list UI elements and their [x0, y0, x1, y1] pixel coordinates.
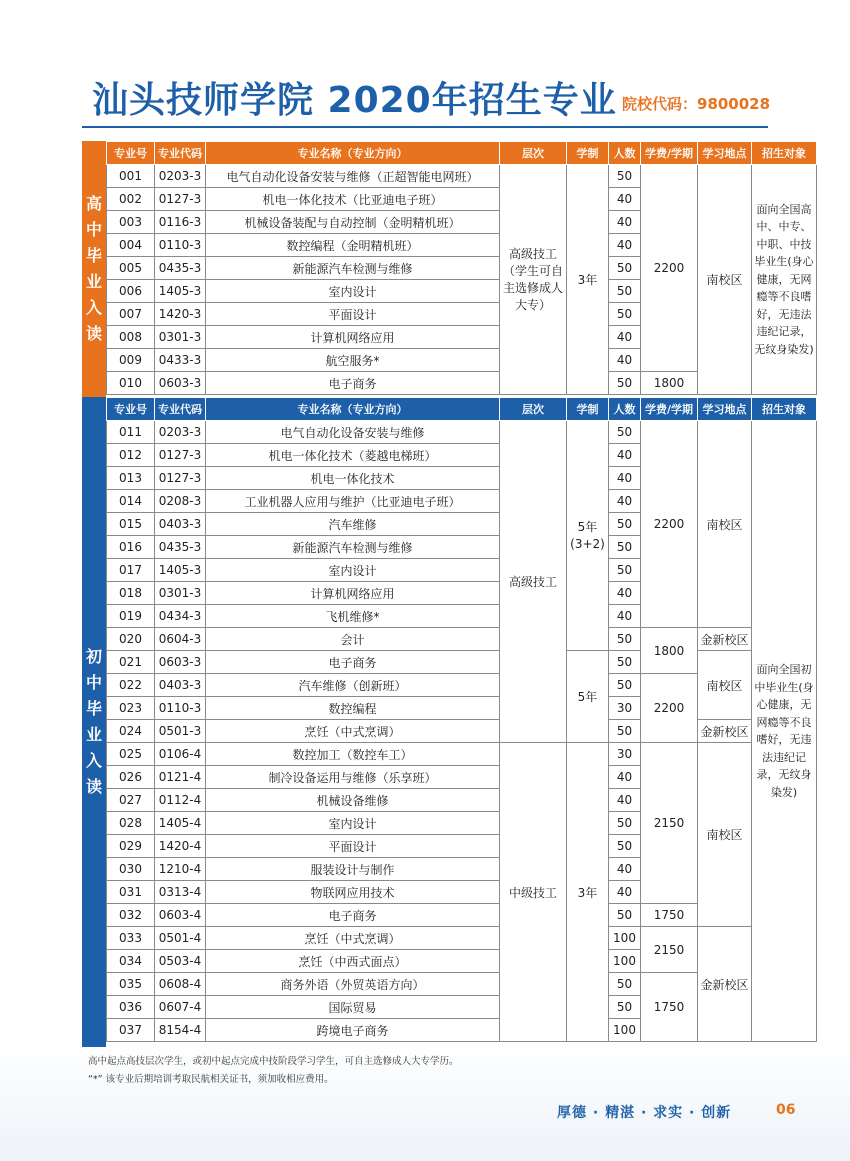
- major-code-cell: 0434-3: [155, 605, 206, 628]
- major-code-cell: 0435-3: [155, 536, 206, 559]
- column-header: 专业代码: [155, 142, 206, 165]
- enrollment-count-cell: 50: [609, 372, 641, 395]
- major-name-cell: 室内设计: [206, 559, 500, 582]
- major-name-cell: 服装设计与制作: [206, 858, 500, 881]
- tuition-cell: 1800: [641, 372, 698, 395]
- major-code-cell: 0203-3: [155, 421, 206, 444]
- tuition-cell: 2200: [641, 674, 698, 743]
- major-name-cell: 国际贸易: [206, 996, 500, 1019]
- tuition-cell: 2200: [641, 421, 698, 628]
- school-code: 院校代码：9800028: [622, 95, 771, 113]
- major-name-cell: 电气自动化设备安装与维修: [206, 421, 500, 444]
- major-name-cell: 会计: [206, 628, 500, 651]
- major-number-cell: 035: [107, 973, 155, 996]
- column-header: 学制: [567, 142, 609, 165]
- major-number-cell: 028: [107, 812, 155, 835]
- audience-cell: 面向全国高中、中专、中职、中技毕业生(身心健康，无网瘾等不良嗜好，无违法违纪记录，无纹身染发): [752, 165, 817, 395]
- major-name-cell: 烹饪（中西式面点）: [206, 950, 500, 973]
- table-row: [107, 743, 817, 766]
- major-number-cell: 016: [107, 536, 155, 559]
- major-code-cell: 8154-4: [155, 1019, 206, 1042]
- enrollment-count-cell: 50: [609, 303, 641, 326]
- tuition-cell: 2150: [641, 743, 698, 904]
- major-number-cell: 015: [107, 513, 155, 536]
- table-row: [107, 421, 817, 444]
- column-header: 专业号: [107, 398, 155, 421]
- column-header: 学习地点: [698, 142, 752, 165]
- enrollment-count-cell: 40: [609, 234, 641, 257]
- section-label-char: 入: [85, 751, 102, 770]
- enrollment-count-cell: 40: [609, 188, 641, 211]
- major-code-cell: 0608-4: [155, 973, 206, 996]
- major-number-cell: 021: [107, 651, 155, 674]
- location-cell: 南校区: [698, 421, 752, 628]
- major-number-cell: 001: [107, 165, 155, 188]
- major-number-cell: 004: [107, 234, 155, 257]
- duration-cell: 5年(3+2): [567, 421, 609, 651]
- major-number-cell: 036: [107, 996, 155, 1019]
- footnote-adult-college: 高中起点高技层次学生，或初中起点完成中技阶段学习学生，可自主选修成人大专学历。: [88, 1056, 459, 1067]
- major-code-cell: 0116-3: [155, 211, 206, 234]
- major-number-cell: 023: [107, 697, 155, 720]
- major-name-cell: 新能源汽车检测与维修: [206, 536, 500, 559]
- major-code-cell: 0106-4: [155, 743, 206, 766]
- enrollment-count-cell: 40: [609, 490, 641, 513]
- column-header: 学费/学期: [641, 398, 698, 421]
- column-header: 人数: [609, 398, 641, 421]
- section-label-char: 毕: [85, 246, 102, 265]
- section-label-char: 中: [85, 220, 102, 239]
- enrollment-count-cell: 50: [609, 674, 641, 697]
- major-number-cell: 032: [107, 904, 155, 927]
- major-name-cell: 汽车维修: [206, 513, 500, 536]
- major-number-cell: 033: [107, 927, 155, 950]
- major-number-cell: 034: [107, 950, 155, 973]
- major-code-cell: 1210-4: [155, 858, 206, 881]
- major-code-cell: 0110-3: [155, 697, 206, 720]
- column-header: 专业号: [107, 142, 155, 165]
- major-name-cell: 电气自动化设备安装与维修（正超智能电网班）: [206, 165, 500, 188]
- major-code-cell: 0110-3: [155, 234, 206, 257]
- major-number-cell: 012: [107, 444, 155, 467]
- major-number-cell: 030: [107, 858, 155, 881]
- enrollment-count-cell: 100: [609, 927, 641, 950]
- major-number-cell: 029: [107, 835, 155, 858]
- enrollment-count-cell: 50: [609, 165, 641, 188]
- major-name-cell: 制冷设备运用与维修（乐享班）: [206, 766, 500, 789]
- page-number: 06: [776, 1102, 796, 1118]
- major-name-cell: 数控加工（数控车工）: [206, 743, 500, 766]
- major-name-cell: 商务外语（外贸英语方向）: [206, 973, 500, 996]
- major-code-cell: 0112-4: [155, 789, 206, 812]
- location-cell: 金新校区: [698, 927, 752, 1042]
- major-code-cell: 0433-3: [155, 349, 206, 372]
- enrollment-count-cell: 40: [609, 444, 641, 467]
- enrollment-count-cell: 40: [609, 766, 641, 789]
- major-code-cell: 1405-3: [155, 559, 206, 582]
- major-name-cell: 机械设备装配与自动控制（金明精机班）: [206, 211, 500, 234]
- enrollment-count-cell: 50: [609, 812, 641, 835]
- major-number-cell: 011: [107, 421, 155, 444]
- majors-table-junior-high: [106, 397, 817, 1042]
- duration-cell: 3年: [567, 743, 609, 1042]
- major-code-cell: 0127-3: [155, 467, 206, 490]
- major-name-cell: 飞机维修*: [206, 605, 500, 628]
- column-header: 学习地点: [698, 398, 752, 421]
- enrollment-count-cell: 40: [609, 605, 641, 628]
- column-header: 层次: [500, 398, 567, 421]
- major-name-cell: 物联网应用技术: [206, 881, 500, 904]
- major-name-cell: 电子商务: [206, 904, 500, 927]
- column-header: 层次: [500, 142, 567, 165]
- enrollment-count-cell: 50: [609, 973, 641, 996]
- table-row: [107, 927, 817, 950]
- page-title: 汕头技师学院 2020年招生专业: [92, 80, 617, 121]
- major-number-cell: 010: [107, 372, 155, 395]
- major-code-cell: 0435-3: [155, 257, 206, 280]
- major-name-cell: 机电一体化技术: [206, 467, 500, 490]
- major-code-cell: 0301-3: [155, 582, 206, 605]
- major-number-cell: 003: [107, 211, 155, 234]
- major-number-cell: 009: [107, 349, 155, 372]
- major-name-cell: 烹饪（中式烹调）: [206, 720, 500, 743]
- major-code-cell: 1405-4: [155, 812, 206, 835]
- enrollment-count-cell: 100: [609, 950, 641, 973]
- enrollment-count-cell: 50: [609, 996, 641, 1019]
- enrollment-count-cell: 50: [609, 651, 641, 674]
- major-code-cell: 0603-4: [155, 904, 206, 927]
- enrollment-count-cell: 40: [609, 582, 641, 605]
- major-name-cell: 计算机网络应用: [206, 326, 500, 349]
- major-code-cell: 0403-3: [155, 674, 206, 697]
- major-name-cell: 跨境电子商务: [206, 1019, 500, 1042]
- major-code-cell: 0301-3: [155, 326, 206, 349]
- enrollment-count-cell: 50: [609, 720, 641, 743]
- major-code-cell: 0607-4: [155, 996, 206, 1019]
- major-number-cell: 019: [107, 605, 155, 628]
- level-cell: 高级技工: [500, 421, 567, 743]
- section-label-char: 高: [85, 194, 102, 213]
- major-code-cell: 0203-3: [155, 165, 206, 188]
- major-code-cell: 1420-4: [155, 835, 206, 858]
- column-header: 专业名称（专业方向）: [206, 142, 500, 165]
- major-name-cell: 烹饪（中式烹调）: [206, 927, 500, 950]
- section-label-char: 入: [85, 298, 102, 317]
- enrollment-count-cell: 30: [609, 743, 641, 766]
- location-cell: 南校区: [698, 165, 752, 395]
- table-row: [107, 651, 817, 674]
- section-label-char: 业: [85, 272, 102, 291]
- major-number-cell: 037: [107, 1019, 155, 1042]
- enrollment-count-cell: 50: [609, 536, 641, 559]
- major-code-cell: 0604-3: [155, 628, 206, 651]
- duration-cell: 3年: [567, 165, 609, 395]
- column-header: 招生对象: [752, 142, 817, 165]
- level-cell: 中级技工: [500, 743, 567, 1042]
- major-number-cell: 008: [107, 326, 155, 349]
- major-number-cell: 031: [107, 881, 155, 904]
- major-name-cell: 室内设计: [206, 812, 500, 835]
- major-number-cell: 007: [107, 303, 155, 326]
- enrollment-count-cell: 50: [609, 835, 641, 858]
- section-label-char: 读: [85, 324, 102, 343]
- enrollment-count-cell: 50: [609, 628, 641, 651]
- major-number-cell: 020: [107, 628, 155, 651]
- major-name-cell: 机电一体化技术（比亚迪电子班）: [206, 188, 500, 211]
- major-number-cell: 017: [107, 559, 155, 582]
- enrollment-count-cell: 100: [609, 1019, 641, 1042]
- table-header-row: [107, 142, 817, 165]
- section-label-char: 业: [85, 725, 102, 744]
- enrollment-count-cell: 50: [609, 257, 641, 280]
- major-code-cell: 0603-3: [155, 651, 206, 674]
- major-name-cell: 汽车维修（创新班）: [206, 674, 500, 697]
- table-row: [107, 720, 817, 743]
- major-name-cell: 数控编程（金明精机班）: [206, 234, 500, 257]
- section-label-char: 初: [85, 647, 102, 666]
- majors-table-high-school: [106, 141, 817, 395]
- location-cell: 南校区: [698, 743, 752, 927]
- location-cell: 金新校区: [698, 720, 752, 743]
- major-number-cell: 005: [107, 257, 155, 280]
- major-code-cell: 0501-3: [155, 720, 206, 743]
- enrollment-count-cell: 50: [609, 280, 641, 303]
- major-number-cell: 002: [107, 188, 155, 211]
- section-label-char: 中: [85, 673, 102, 692]
- major-name-cell: 新能源汽车检测与维修: [206, 257, 500, 280]
- major-number-cell: 013: [107, 467, 155, 490]
- table-header-row: [107, 398, 817, 421]
- major-code-cell: 0503-4: [155, 950, 206, 973]
- enrollment-count-cell: 40: [609, 211, 641, 234]
- major-name-cell: 数控编程: [206, 697, 500, 720]
- location-cell: 南校区: [698, 651, 752, 720]
- tuition-cell: 2150: [641, 927, 698, 973]
- enrollment-count-cell: 40: [609, 349, 641, 372]
- enrollment-count-cell: 40: [609, 881, 641, 904]
- enrollment-count-cell: 40: [609, 326, 641, 349]
- major-number-cell: 027: [107, 789, 155, 812]
- major-number-cell: 025: [107, 743, 155, 766]
- major-number-cell: 026: [107, 766, 155, 789]
- enrollment-count-cell: 50: [609, 421, 641, 444]
- table-row: [107, 628, 817, 651]
- section-label-high-school: [82, 141, 106, 397]
- major-number-cell: 022: [107, 674, 155, 697]
- major-name-cell: 电子商务: [206, 372, 500, 395]
- major-name-cell: 电子商务: [206, 651, 500, 674]
- major-name-cell: 机电一体化技术（菱越电梯班）: [206, 444, 500, 467]
- major-name-cell: 工业机器人应用与维护（比亚迪电子班）: [206, 490, 500, 513]
- enrollment-count-cell: 40: [609, 858, 641, 881]
- major-name-cell: 平面设计: [206, 835, 500, 858]
- tuition-cell: 1750: [641, 904, 698, 927]
- tuition-cell: 2200: [641, 165, 698, 372]
- major-name-cell: 机械设备维修: [206, 789, 500, 812]
- title-divider: [82, 126, 768, 128]
- major-code-cell: 0127-3: [155, 188, 206, 211]
- major-name-cell: 室内设计: [206, 280, 500, 303]
- major-name-cell: 计算机网络应用: [206, 582, 500, 605]
- major-number-cell: 018: [107, 582, 155, 605]
- major-code-cell: 0127-3: [155, 444, 206, 467]
- major-code-cell: 0208-3: [155, 490, 206, 513]
- major-name-cell: 航空服务*: [206, 349, 500, 372]
- duration-cell: 5年: [567, 651, 609, 743]
- column-header: 专业代码: [155, 398, 206, 421]
- major-code-cell: 0313-4: [155, 881, 206, 904]
- tuition-cell: 1750: [641, 973, 698, 1042]
- major-code-cell: 1420-3: [155, 303, 206, 326]
- enrollment-count-cell: 40: [609, 467, 641, 490]
- major-number-cell: 024: [107, 720, 155, 743]
- major-code-cell: 0121-4: [155, 766, 206, 789]
- school-motto: 厚德 · 精湛 · 求实 · 创新: [557, 1105, 732, 1121]
- major-code-cell: 0403-3: [155, 513, 206, 536]
- major-number-cell: 014: [107, 490, 155, 513]
- major-code-cell: 0501-4: [155, 927, 206, 950]
- table-row: [107, 165, 817, 188]
- audience-cell: 面向全国初中毕业生(身心健康，无网瘾等不良嗜好，无违法违纪记录，无纹身染发): [752, 421, 817, 1042]
- major-code-cell: 0603-3: [155, 372, 206, 395]
- footnote-aviation: “*” 该专业后期培训考取民航相关证书，须加收相应费用。: [88, 1074, 334, 1085]
- major-code-cell: 1405-3: [155, 280, 206, 303]
- column-header: 学费/学期: [641, 142, 698, 165]
- major-number-cell: 006: [107, 280, 155, 303]
- enrollment-count-cell: 50: [609, 904, 641, 927]
- enrollment-count-cell: 50: [609, 513, 641, 536]
- column-header: 招生对象: [752, 398, 817, 421]
- section-label-char: 读: [85, 777, 102, 796]
- column-header: 专业名称（专业方向）: [206, 398, 500, 421]
- column-header: 人数: [609, 142, 641, 165]
- section-label-junior-high: [82, 397, 106, 1047]
- tuition-cell: 1800: [641, 628, 698, 674]
- location-cell: 金新校区: [698, 628, 752, 651]
- enrollment-count-cell: 50: [609, 559, 641, 582]
- enrollment-count-cell: 40: [609, 789, 641, 812]
- column-header: 学制: [567, 398, 609, 421]
- enrollment-count-cell: 30: [609, 697, 641, 720]
- major-name-cell: 平面设计: [206, 303, 500, 326]
- level-cell: 高级技工（学生可自主选修成人大专）: [500, 165, 567, 395]
- section-label-char: 毕: [85, 699, 102, 718]
